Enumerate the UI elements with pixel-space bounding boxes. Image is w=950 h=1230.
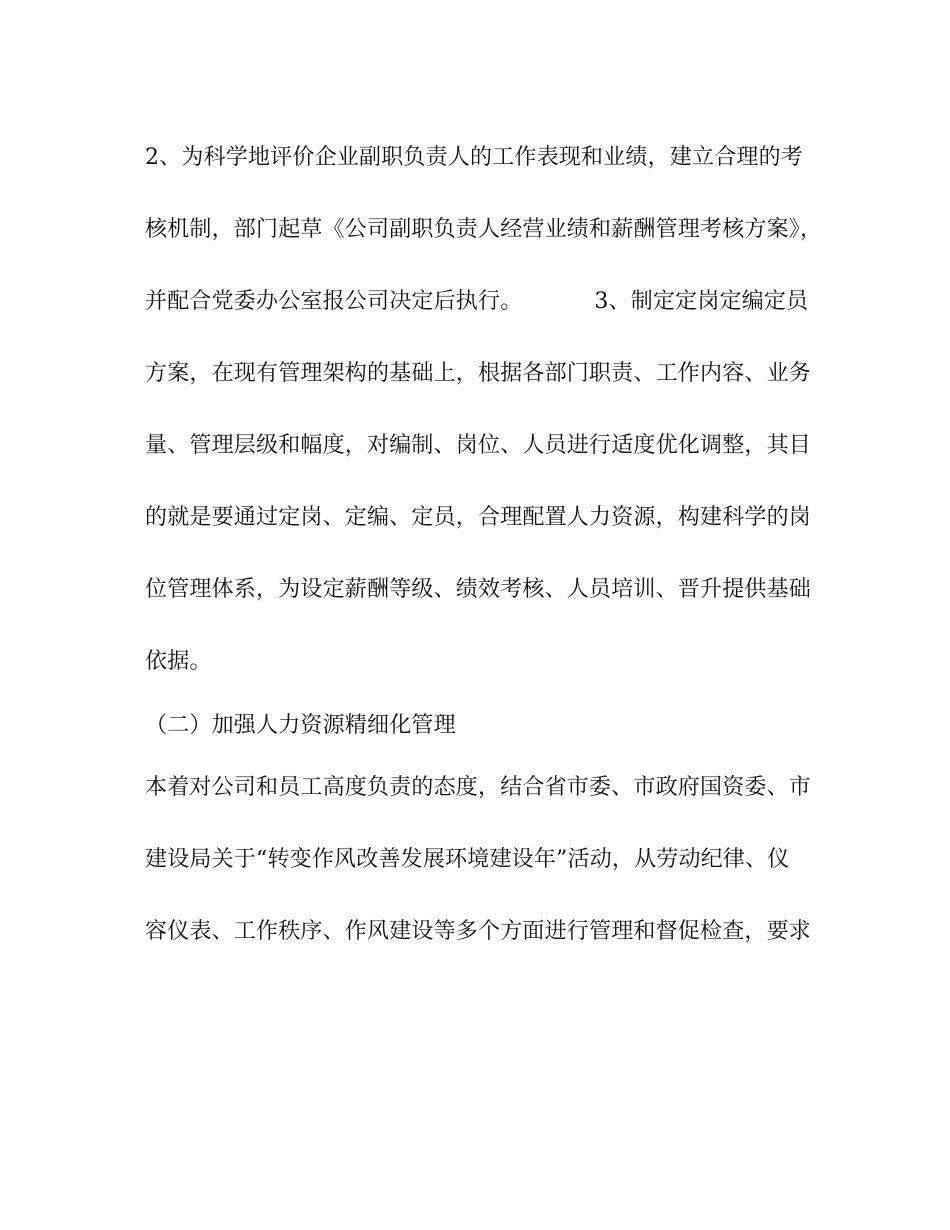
text-line-9: 本着对公司和员工高度负责的态度，结合省市委、市政府国资委、市 [145,775,812,800]
text-line-5: 量、管理层级和幅度，对编制、岗位、人员进行适度优化调整，其目 [145,433,812,458]
section-heading: （二）加强人力资源精细化管理 [145,713,456,738]
text-line-7: 位管理体系，为设定薪酬等级、绩效考核、人员培训、晋升提供基础 [145,577,812,602]
text-line-4: 方案，在现有管理架构的基础上，根据各部门职责、工作内容、业务 [145,361,812,386]
text-line-2: 核机制，部门起草《公司副职负责人经营业绩和薪酬管理考核方案》， [145,217,823,242]
text-line-1: 2、为科学地评价企业副职负责人的工作表现和业绩，建立合理的考 [145,145,803,170]
text-line-6: 的就是要通过定岗、定编、定员，合理配置人力资源，构建科学的岗 [145,505,812,530]
text-line-3: 并配合党委办公室报公司决定后执行。 3、制定定岗定编定员 [145,289,809,314]
text-line-11: 容仪表、工作秩序、作风建设等多个方面进行管理和督促检查，要求 [145,919,812,944]
text-line-8: 依据。 [145,649,212,674]
text-line-10: 建设局关于“转变作风改善发展环境建设年”活动，从劳动纪律、仪 [145,847,790,872]
